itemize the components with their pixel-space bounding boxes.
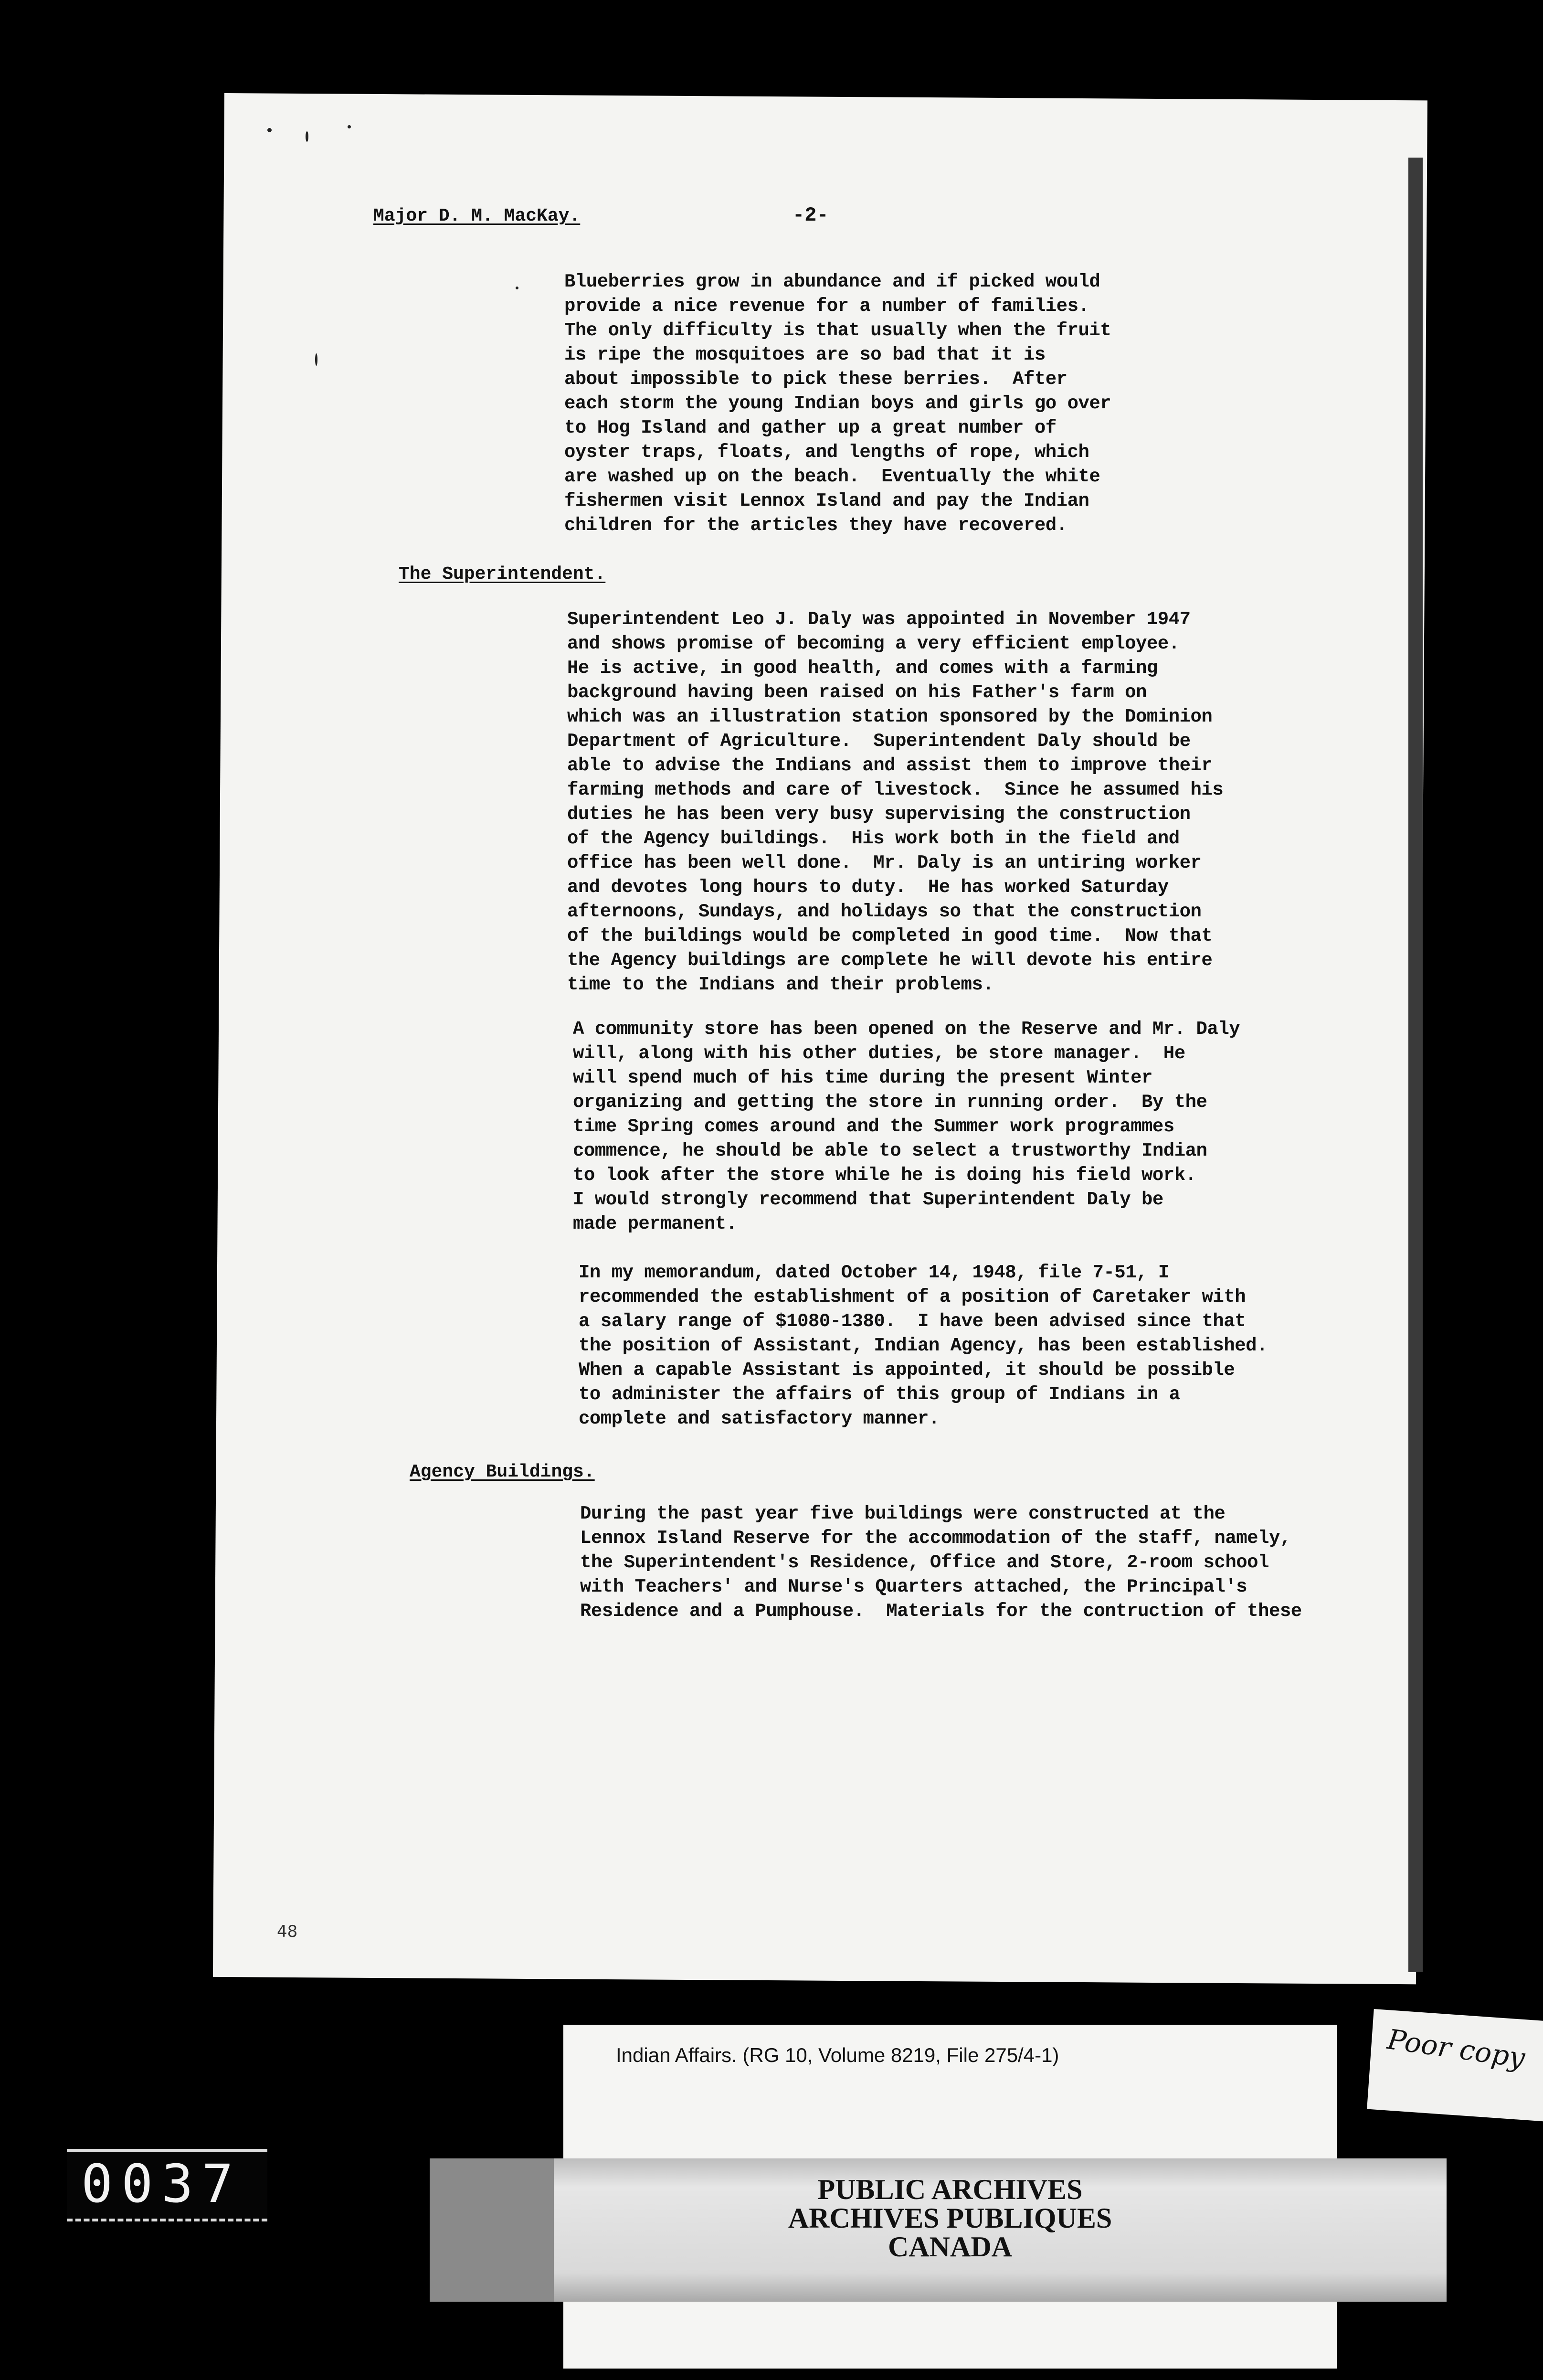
scan-speck: [516, 287, 518, 289]
paragraph-agency-buildings: During the past year five buildings were constructed at the Lennox Island Reserve for the accommodation of the staff, namely, the Superintendent's Residence, Office and Store, 2-room school with Teachers' and Nurse's Quarters attached, the Principal's Residence and a Pumphouse. Materials for the contruction of these: [580, 1503, 1302, 1622]
archive-stamp-line-1: PUBLIC ARCHIVES: [817, 2174, 1083, 2205]
scan-speck: [315, 353, 317, 366]
frame-counter: 0037: [81, 2153, 242, 2214]
paragraph-blueberries: Blueberries grow in abundance and if picked would provide a nice revenue for a number of families. The only difficulty is that usually when the fruit is ripe the mosquitoes are so bad that it is about impossible to pick these berries. After each storm the young Indian boys and girls go over to Hog Island and gather up a great number of oyster traps, floats, and lengths of rope, which are washed up on the beach. Eventually the white fishermen visit Lennox Island and pay the Indian children for the articles they have recovered.: [564, 271, 1111, 536]
heading-agency-buildings: Agency Buildings.: [410, 1462, 595, 1482]
archive-stamp-shade: [430, 2158, 554, 2302]
page-edge-shadow: [1408, 158, 1423, 1972]
scan-speck: [306, 131, 308, 142]
corner-mark: 48: [277, 1922, 298, 1941]
header-addressee: Major D. M. MacKay.: [373, 206, 581, 226]
page-number: -2-: [793, 204, 829, 227]
archive-stamp-line-3: CANADA: [888, 2231, 1012, 2263]
handwritten-note: Poor copy: [1385, 2023, 1527, 2074]
paragraph-memorandum: In my memorandum, dated October 14, 1948, file 7-51, I recommended the establishment of a position of Caretaker with a salary range of $1080-1380. I have been advised since that the position of Assistant, Indian Agency, has been established. When a capable Assistant is appointed, it should be possible to administer the affairs of this group of Indians in a complete and satisfactory manner.: [579, 1262, 1268, 1429]
heading-superintendent: The Superintendent.: [399, 564, 606, 584]
paragraph-community-store: A community store has been opened on the Reserve and Mr. Daly will, along with his other duties, be store manager. He will spend much of his time during the present Winter organizing and getting the store in running order. By the time Spring comes around and the Summer work programmes commence, he should be able to select a trustworthy Indian to look after the store while he is doing his field work. I would strongly recommend that Superintendent Daly be made permanent.: [573, 1019, 1240, 1234]
scan-speck: [267, 128, 272, 132]
paragraph-superintendent: Superintendent Leo J. Daly was appointed in November 1947 and shows promise of becoming a very efficient employee. He is active, in good health, and comes with a farming background having been raised on his Father's farm on which was an illustration station sponsored by the Dominion Department of Agriculture. Superintendent Daly should be able to advise the Indians and assist them to improve their farming methods and care of livestock. Since he assumed his duties he has been very busy supervising the construction of the Agency buildings. His work both in the field and office has been well done. Mr. Daly is an untiring worker and devotes long hours to duty. He has worked Saturday afternoons, Sundays, and holidays so that the construction of the buildings would be completed in good time. Now that the Agency buildings are complete he will devote his entire time to the Indians and their problems.: [567, 609, 1224, 995]
archive-reference: Indian Affairs. (RG 10, Volume 8219, File 275/4-1): [616, 2044, 1059, 2066]
archive-stamp-line-2: ARCHIVES PUBLIQUES: [788, 2202, 1112, 2234]
scan-speck: [348, 125, 351, 128]
